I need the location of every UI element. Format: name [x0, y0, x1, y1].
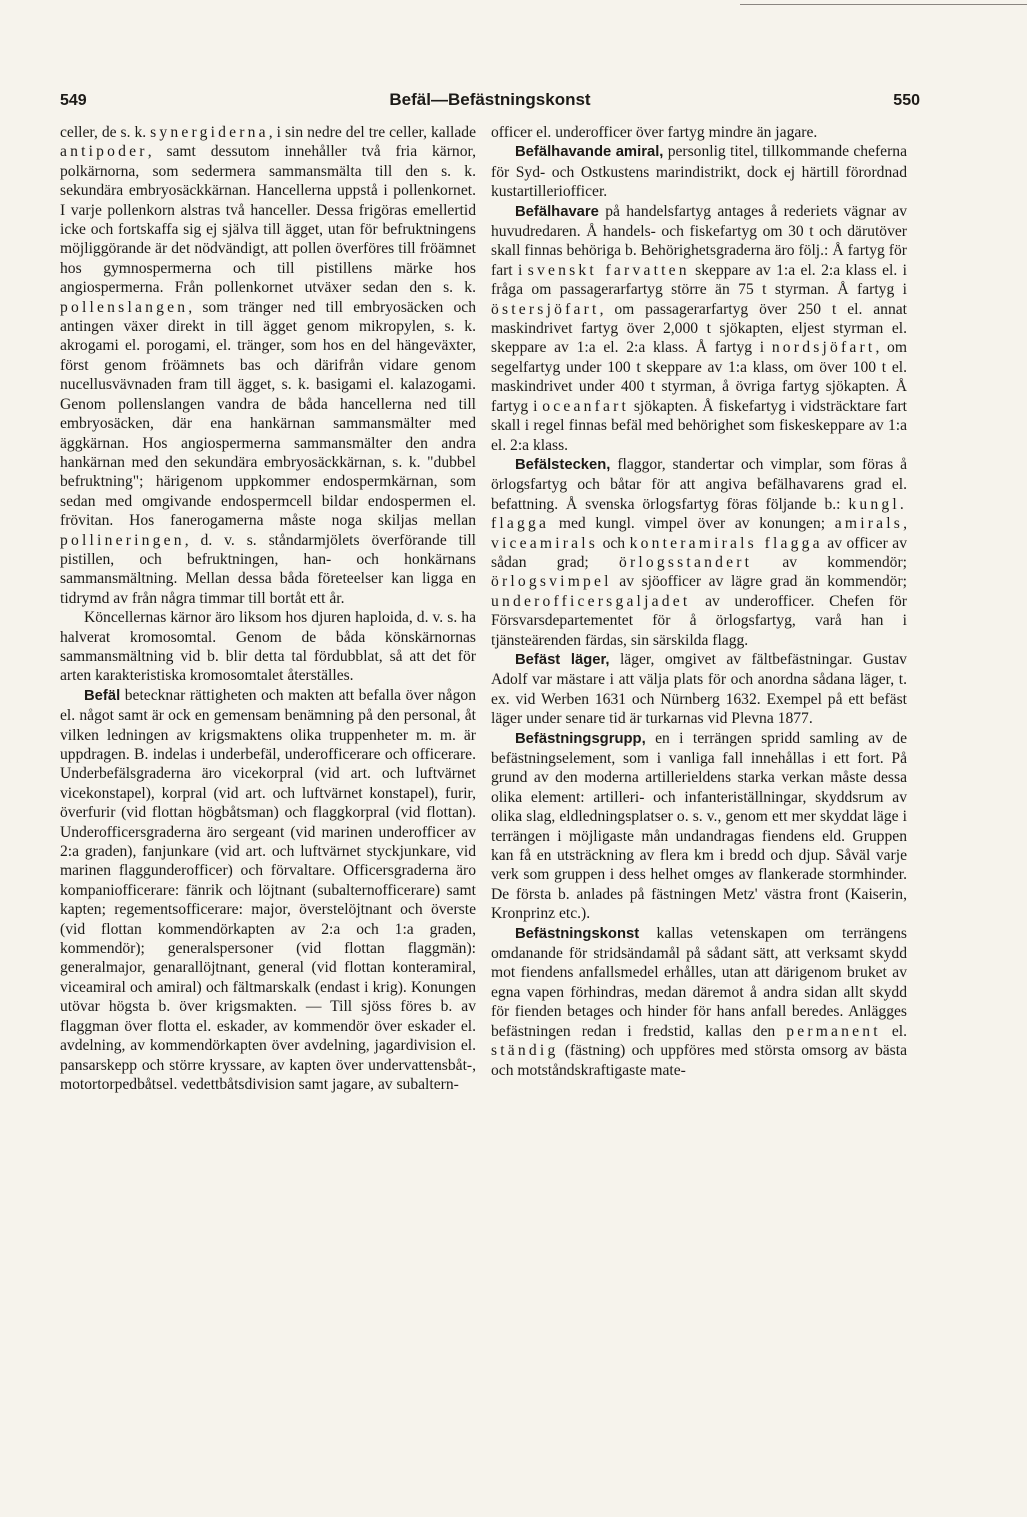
emphasized-term: ständig [491, 1042, 559, 1060]
paragraph [491, 650, 907, 729]
emphasized-term: oceanfart [542, 397, 630, 415]
emphasized-term: pollineringen [60, 531, 185, 549]
paragraph [491, 924, 907, 1080]
paragraph [491, 202, 907, 455]
body-text: (fästning) och uppföres med största omsorg av bästa och motståndskraftigaste mate- [491, 1042, 907, 1079]
entry-headword: Befäl [84, 687, 121, 704]
body-text: och [598, 534, 630, 552]
page-number-right: 550 [893, 92, 920, 109]
emphasized-term: örlogsstandert [618, 553, 753, 571]
emphasized-term: svenskt farvatten [527, 261, 690, 279]
paragraph [60, 686, 476, 1095]
body-text: personlig titel, tillkommande cheferna för Syd- och Ostkustens marindistrikt, dock ej härtill förordnad kustartilleriofficer. [491, 143, 907, 201]
body-text: , som tränger ned till embryosäcken och antingen växer direkt in till ägget genom mikropylen, s. k. akrogami el. porogami, el. tränger, som hos en del hängeväxter, först genom fröämnets bas och därifrån vidare genom nucellusvävnaden fram till ägget, s. k. basigami el. kalazogami. Genom pollenslangen vandra de båda hancellerna ned till embryosäcken, där ena hankärnan sammansmälter med äggkärnan. Hos angiospermerna sammansmälter den andra hankärnan med den sekundära embryosäckkärnan, s. k. "dubbel befruktning"; härigenom uppkommer endospermkärnan, som sedan med omgivande endospermcell bildar endospermen el. frövitan. Hos fanerogamerna måste noga skiljas mellan [60, 298, 476, 530]
entry-headword: Befälhavare [515, 203, 599, 220]
emphasized-term: underofficersgaljadet [491, 592, 691, 610]
paragraph [491, 123, 907, 142]
body-text: av underofficer. Chefen för Försvarsdepartementet för å örlogsfartyg, varå han i tjänsteärenden färdas, sin särskilda flagg. [491, 592, 907, 649]
emphasized-term: synergiderna [150, 124, 269, 141]
body-text: el. [880, 1022, 907, 1040]
body-text: , samt dessutom innehåller två fria kärnor, polkärnorna, som sedermera sammansmälta till den s. k. sekundära embryosäckkärnan. Hancellerna uppstå i pollenkornet. I varje pollenkorn alstras två hanceller. Dessa frigöras emellertid icke och fortskaffa sig ej själva till ägget, utan för befruktningens möjliggörande är det nödvändigt, att pollen överföres till fröämnet hos gymnospermerna och till pistillens märke hos angiospermerna. Från pollenkornet utväxer sedan den s. k. [60, 143, 476, 297]
body-text: flaggor, standertar och vimplar, som föras å örlogsfartyg och båtar för att angiva befälhavarens grad el. befattning. Å svenska örlogsfartyg föras följande b.: [491, 455, 907, 513]
body-text: , om segelfartyg under 100 t skeppare av 1:a klass, om över 100 t el. maskindrivet under 400 t styrman, å övriga fartyg sjökapten. Å fartyg i [491, 339, 907, 415]
body-text: av sjöofficer av lägre grad än kommendör; [611, 573, 907, 591]
emphasized-term: permanent [786, 1022, 881, 1040]
body-text: , [903, 515, 907, 533]
body-text: en i terrängen spridd samling av de befästningselement, som i vanliga fall innehållas i ett fort. På grund av den moderna artillerieldens starka verkan måste dessa olika element: artilleri- och infanteriställningar, skyddsrum av olika slag, eldledningsplatser o. s. v., genom ett mer skyddat läge i terrängen i möjligaste mån undandragas fiendens eld. Gruppen kan få en utsträckning av flera km i bredd och djup. Såväl varje verk som gruppen i dess helhet omges av flankerade stormhinder. De första b. anlades på fästningen Metz' västra front (Kaiserin, Kronprinz etc.). [491, 729, 907, 923]
body-text: skeppare av 1:a el. 2:a klass el. i fråga om passagerarfartyg större än 75 t styrman. Å fartyg i [491, 261, 907, 299]
emphasized-term: viceamirals [491, 534, 599, 552]
emphasized-term: nordsjöfart [771, 339, 876, 357]
paragraph [491, 729, 907, 924]
body-text: av officer av sådan grad; [491, 534, 907, 571]
body-text: Köncellernas kärnor äro liksom hos djuren haploida, d. v. s. ha halverat kromosomtal. Genom de båda könskärnornas sammansmältning vid b. blir detta tal fördubblat, så att det för arten karakteristiska kromosomtalet återställes. [60, 609, 476, 685]
entry-headword: Befästningsgrupp, [515, 730, 646, 747]
emphasized-term: antipoder [60, 143, 148, 161]
emphasized-term: pollenslangen [60, 298, 189, 316]
emphasized-term: örlogsvimpel [491, 573, 612, 591]
page-number-left: 549 [60, 92, 87, 109]
entry-headword: Befälstecken, [515, 456, 611, 473]
entry-headword: Befästningskonst [515, 925, 640, 942]
paragraph [491, 142, 907, 201]
paragraph [60, 123, 476, 608]
paragraph [60, 608, 476, 686]
emphasized-term: kungl. flagga [491, 495, 907, 533]
body-text: sjökapten. Å fiskefartyg i vidsträcktare fart skall i regel finnas befäl med behörighet som fiskeskeppare av 1:a el. 2:a klass. [491, 397, 907, 454]
body-text: , i sin nedre del tre celler, kallade [268, 124, 477, 141]
body-text: betecknar rättigheten och makten att befalla över någon el. något samt är ock en gemensam benämning på den personal, åt vilken ledningen av krigsmaktens olika truppenheter m. m. är uppdragen. B. indelas i underbefäl, underofficerare och officerare. Underbefälsgraderna äro vicekorpral (vid art. och luftvärnet vicekonstapel), korpral (vid art. och luftvärnet konstapel), furir, överfurir (vid flottan högbåtsman) och flaggkorpral (vid flottan). Underofficersgraderna äro sergeant (vid marinen underofficer av 2:a graden), fanjunkare (vid art. och luftvärnet styckjunkare, vid marinen flaggunderofficer) och förvaltare. Officersgraderna äro kompaniofficerare: fänrik och löjtnant (subalternofficerare) samt kapten; regementsofficerare: major, överstelöjtnant och överste (vid flottan kommendörkapten av 2:a och 1:a graden, kommendör); generalspersoner (vid flottan flaggmän): generalmajor, genarallöjtnant, general (vid flottan konteramiral, viceamiral och amiral) och fältmarskalk (endast i krig). Konungen utövar högsta b. över krigsmakten. — Till sjöss föres b. av flaggman över flotta el. eskader, av kommendör över eskader el. avdelning, av kommendörkapten över avdelning, jagardivision el. pansarskepp och större kryssare, av kapten över undervattensbåt-, motortorpedbåtsel. vedettbåtsdivision samt jagare, av subaltern- [60, 686, 476, 1093]
top-rule [740, 4, 1027, 5]
right-column [491, 123, 907, 1080]
running-header [60, 88, 920, 118]
body-text: läger, omgivet av fältbefästningar. Gustav Adolf var mästare i att välja plats för och anordna sådana läger, t. ex. vid Werben 1631 och Nürnberg 1632. Exempel på ett befäst läger under senare tid är turkarnas vid Plevna 1877. [491, 650, 907, 728]
body-text: på handelsfartyg antages å rederiets vägnar av huvudredaren. Å handels- och fiskefartyg om 30 t och därutöver skall finnas behöriga b. Behörighetsgraderna äro följ.: Å fartyg för fart i [491, 202, 907, 279]
emphasized-term: konteramirals flagga [629, 534, 823, 552]
body-text: , d. v. s. ståndarmjölets överförande till pistillen, och befruktningen, han- och honkärnans sammansmältning. Mellan dessa båda företeelser kan ligga en tidrymd av från några timmar till bortåt ett år. [60, 531, 476, 607]
body-text: , om passagerarfartyg över 250 t el. annat maskindrivet fartyg över 2,000 t sjökapten, eljest styrman el. skeppare av 1:a el. 2:a klass. Å fartyg i [491, 300, 907, 357]
body-text: kallas vetenskapen om terrängens omdanande för stridsändamål på sådant sätt, att verksamt skydd mot fiendens anfallsmedel erhålles, utan att därigenom bruket av egna vapen förhindras, medan däremot å andra sidan allt skydd för fienden betages och hinder för hans anfall beredes. Anlägges befästningen redan i fredstid, kallas den [491, 924, 907, 1040]
body-text: av kommendör; [752, 553, 907, 571]
entry-headword: Befäst läger, [515, 651, 610, 668]
body-text: officer el. underofficer över fartyg mindre än jagare. [491, 124, 818, 141]
body-text: med kungl. vimpel över av konungen; [549, 515, 835, 533]
paragraph [491, 455, 907, 650]
left-column [60, 123, 476, 1094]
emphasized-term: östersjöfart [491, 300, 600, 318]
entry-headword: Befälhavande amiral, [515, 144, 664, 161]
body-text: celler, de s. k. [60, 124, 151, 141]
emphasized-term: amirals [834, 515, 904, 533]
page-title: Befäl—Befästningskonst [389, 90, 591, 109]
